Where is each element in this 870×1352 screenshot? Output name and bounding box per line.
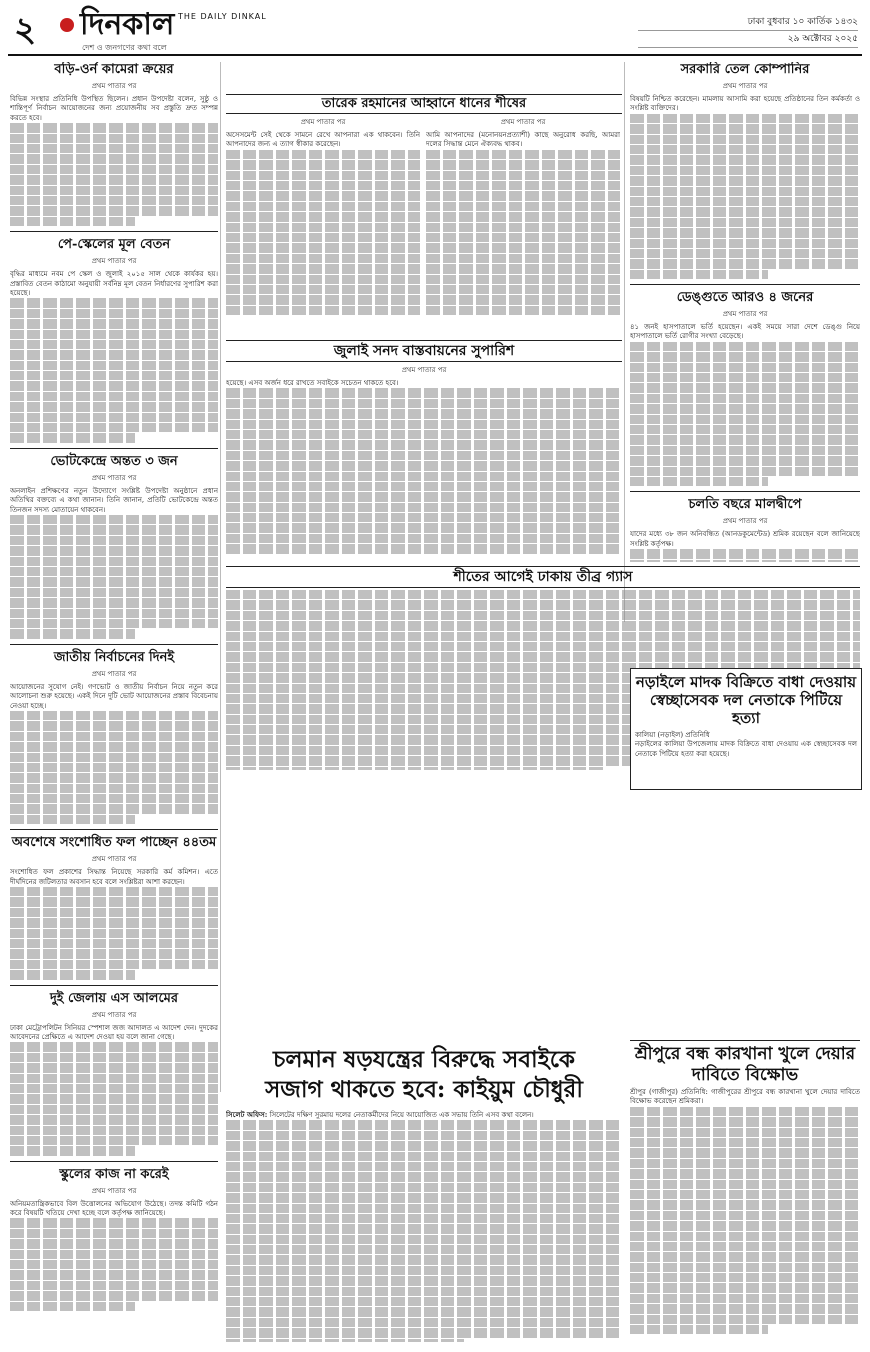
article-headline: অবশেষে সংশোধিত ফল পাচ্ছেন ৪৪তম [11, 835, 217, 851]
text-line [10, 1053, 218, 1062]
text-line [630, 404, 860, 413]
text-line [226, 1245, 622, 1254]
text-line [226, 388, 622, 397]
text-line [226, 1339, 464, 1342]
text-line [226, 642, 860, 651]
text-line [10, 742, 218, 751]
article-text: অনিয়মতান্ত্রিকভাবে বিল উত্তোলনের অভিযোগ উঠেছে। তদন্ত কমিটি গঠন করে বিষয়টি খতিয়ে দেখা হচ্ছে বলে কর্তৃপক্ষ জানিয়েছে। [10, 1199, 218, 1218]
article-headline: চলতি বছরে মালদ্বীপে [688, 497, 802, 513]
text-line [10, 598, 218, 607]
kayum-text: সিলেটের দক্ষিণ সুরমায় দলের নেতাকর্মীদের নিয়ে আয়োজিত এক সভায় তিনি এসব কথা বলেন। [269, 1111, 534, 1119]
text-line [226, 285, 420, 294]
byline: প্রথম পাতার পর [300, 118, 346, 126]
logo-mark-icon [60, 18, 74, 32]
text-line [10, 588, 218, 597]
text-line [10, 1270, 218, 1279]
text-line [226, 306, 420, 315]
text-line [226, 295, 420, 304]
article-headline: জাতীয় নির্বাচনের দিনই [53, 649, 175, 665]
text-line [10, 939, 218, 948]
byline: প্রথম পাতার পর [91, 1186, 137, 1195]
text-line [630, 1315, 860, 1324]
text-line [630, 1211, 860, 1220]
text-line [10, 804, 218, 813]
column-tarek-2 [426, 116, 620, 316]
text-line [10, 711, 218, 720]
text-line [10, 134, 218, 143]
text-line [10, 619, 218, 628]
text-line [226, 1162, 622, 1171]
text-line [10, 918, 218, 927]
byline: প্রথম পাতার পর [91, 473, 137, 482]
article-headline: সরকারি তেল কোম্পানির [680, 62, 810, 77]
text-line [630, 124, 860, 133]
byline: প্রথম পাতার পর [401, 366, 447, 374]
text-line [226, 621, 860, 630]
text-line [10, 1126, 218, 1135]
text-line [226, 1131, 622, 1140]
article-rule [630, 491, 860, 492]
article-rule [10, 231, 218, 232]
text-line [10, 609, 218, 618]
text-line [10, 1094, 218, 1103]
text-line [10, 1074, 218, 1083]
text-line [426, 285, 620, 294]
text-line [10, 721, 218, 730]
text-line [226, 1141, 622, 1150]
text-line [630, 1128, 860, 1137]
text-line [426, 295, 620, 304]
text-line [226, 503, 622, 512]
text-line [10, 1084, 218, 1093]
kayum-headline-line2: সজাগ থাকতে হবে: কাইয়ুম চৌধুরী [265, 1076, 583, 1103]
sreepur-text: শ্রীপুর (গাজীপুর) প্রতিনিধি: গাজীপুরের শ্রীপুরে বন্ধ কারখানা খুলে দেয়ার দাবিতে বিক্ষোভ করেছেন শ্রমিকরা। [630, 1088, 860, 1106]
kayum-story [226, 1110, 622, 1342]
text-line [10, 960, 218, 969]
text-line [630, 1169, 860, 1178]
article-text: বিষয়টি নিশ্চিত করেছেন। মামলায় আসামি করা হয়েছে প্রতিষ্ঠানের তিন কর্মকর্তা ও সংশ্লিষ্ট ব্যক্তিদের। [630, 95, 860, 113]
text-line [630, 1221, 860, 1230]
article-rule [10, 448, 218, 449]
text-line [226, 440, 622, 449]
text-line [10, 1146, 135, 1155]
text-line [10, 753, 218, 762]
text-line [426, 181, 620, 190]
date-bangla: ঢাকা বুধবার ১০ কার্তিক ১৪৩২ [638, 14, 858, 31]
text-line [10, 949, 218, 958]
text-line [226, 1287, 622, 1296]
text-line [630, 270, 768, 279]
text-line [10, 433, 135, 442]
text-line [10, 123, 218, 132]
article-headline: দুই জেলায় এস আলমের [49, 990, 179, 1006]
text-line [630, 1294, 860, 1303]
text-line [226, 472, 622, 481]
text-line [226, 275, 420, 284]
text-line [10, 970, 135, 979]
sreepur-story [630, 1040, 860, 1340]
text-line [226, 233, 420, 242]
column-right [630, 62, 860, 562]
text-line [226, 1266, 622, 1275]
article-headline: ভোটকেন্দ্রে অন্তত ৩ জন [50, 453, 178, 469]
byline: প্রথম পাতার পর [91, 855, 137, 864]
text-line [630, 446, 860, 455]
text-line [226, 461, 622, 470]
text-line [630, 155, 860, 164]
text-line [10, 1115, 218, 1124]
text-line [226, 1183, 622, 1192]
text-line [10, 1063, 218, 1072]
article-text: ৪১ জনই হাসপাতালে ভর্তি হয়েছেন। একই সময়ে সারা দেশে ডেঙ্গু নিয়ে হাসপাতালে ভর্তি রোগীর সংখ্যা বেড়েছে। [630, 323, 860, 341]
text-line [226, 1318, 622, 1327]
text-line [10, 402, 218, 411]
text-line [10, 929, 218, 938]
column-tarek-1 [226, 116, 420, 316]
article-rule [10, 985, 218, 986]
narail-headline: নড়াইলে মাদক বিক্রিতে বাধা দেওয়ায় স্বেচ্ছাসেবক দল নেতাকে পিটিয়ে হত্যা [635, 673, 857, 727]
text-line [630, 394, 860, 403]
text-line [226, 1172, 622, 1181]
text-line [630, 467, 860, 476]
text-line [426, 171, 620, 180]
text-line [10, 1229, 218, 1238]
text-line [10, 361, 218, 370]
text-line [226, 191, 420, 200]
article-text: অসেসমেন্ট সেই থেকে সামনে রেখে আপনারা এক থাকবেন। তিনি আপনাদের জন্য এ ত্যাগ স্বীকার করেছেন। [226, 131, 420, 149]
text-line [10, 557, 218, 566]
text-line [226, 482, 622, 491]
text-line [630, 1325, 768, 1334]
text-line [10, 165, 218, 174]
text-line [630, 1273, 860, 1282]
text-line [10, 763, 218, 772]
text-line [630, 1107, 860, 1116]
article-headline: পে-স্কেলের মূল বেতন [57, 237, 171, 253]
text-line [10, 629, 135, 638]
text-line [226, 1204, 622, 1213]
article-rule [630, 284, 860, 285]
text-line [10, 1105, 218, 1114]
text-line [10, 887, 218, 896]
text-line [630, 1190, 860, 1199]
text-line [226, 1193, 622, 1202]
text-line [10, 567, 218, 576]
text-line [630, 114, 860, 123]
text-line [630, 166, 860, 175]
text-line [10, 546, 218, 555]
text-line [10, 154, 218, 163]
text-line [226, 150, 420, 159]
text-line [630, 1148, 860, 1157]
text-line [10, 309, 218, 318]
text-line [630, 560, 860, 562]
text-line [426, 264, 620, 273]
text-line [226, 181, 420, 190]
text-line [630, 415, 860, 424]
text-line [226, 544, 622, 553]
text-line [10, 186, 218, 195]
text-line [630, 145, 860, 154]
text-line [426, 254, 620, 263]
text-line [10, 1136, 218, 1145]
text-line [630, 187, 860, 196]
text-line [10, 319, 218, 328]
text-line [630, 1159, 860, 1168]
text-line [10, 196, 218, 205]
article-text: আয়োজনের সুযোগ নেই। গণভোট ও জাতীয় নির্বাচন নিয়ে নতুন করে আলোচনা শুরু হয়েছে। একই দিনে দুটি ভোট আয়োজনের প্রস্তাব বিবেচনায় নেওয়া হচ্ছে। [10, 682, 218, 710]
text-line [426, 150, 620, 159]
text-line [226, 399, 622, 408]
text-line [226, 492, 622, 501]
text-line [630, 1138, 860, 1147]
text-line [10, 794, 218, 803]
text-line [426, 306, 620, 315]
article-text: বিভিন্ন সংস্থার প্রতিনিধি উপস্থিত ছিলেন। প্রধান উপদেষ্টা বলেন, সুষ্ঠু ও শান্তিপূর্ণ নির্বাচন আয়োজনের জন্য প্রয়োজনীয় সব প্রস্তুতি দ্রুত সম্পন্ন করতে হবে। [10, 95, 218, 122]
text-line [426, 243, 620, 252]
date-english: ২৯ অক্টোবর ২০২৫ [638, 31, 858, 48]
text-line [10, 1260, 218, 1269]
masthead [8, 8, 862, 56]
column-left [10, 62, 218, 1342]
text-line [226, 611, 860, 620]
article-headline: বড়ি-ওর্ন কামেরা ক্রয়ের [54, 62, 174, 77]
text-line [10, 732, 218, 741]
text-line [10, 217, 135, 226]
text-line [226, 430, 622, 439]
text-line [10, 577, 218, 586]
text-line [630, 342, 860, 351]
byline: প্রথম পাতার পর [91, 257, 137, 266]
text-line [226, 1120, 622, 1129]
text-line [630, 228, 860, 237]
text-line [10, 897, 218, 906]
text-line [630, 373, 860, 382]
text-line [630, 477, 768, 486]
article-headline: স্কুলের কাজ না করেই [59, 1166, 169, 1182]
text-line [226, 523, 622, 532]
headline-july: জুলাই সনদ বাস্তবায়নের সুপারিশ [226, 340, 622, 362]
text-line [630, 207, 860, 216]
text-line [630, 249, 860, 258]
text-line [226, 420, 622, 429]
text-line [630, 1242, 860, 1251]
text-line [10, 175, 218, 184]
article-headline: ডেঙ্গুতে আরও ৪ জনের [676, 290, 814, 306]
text-line [10, 515, 218, 524]
text-line [226, 171, 420, 180]
text-line [10, 330, 218, 339]
text-line [226, 202, 420, 211]
tagline: দেশ ও জনগণের কথা বলে [82, 43, 167, 52]
byline: প্রথম পাতার পর [722, 310, 768, 319]
text-line [226, 212, 420, 221]
text-line [10, 413, 218, 422]
text-line [10, 773, 218, 782]
text-line [630, 352, 860, 361]
text-line [630, 259, 860, 268]
text-line [226, 1297, 622, 1306]
text-line [630, 197, 860, 206]
article-text: অনলাইন প্রশিক্ষণের নতুন উদ্যোগে সংশ্লিষ্ট উপদেষ্টা অনুষ্ঠানে প্রধান অতিথির বক্তব্যে এ কথা জানান। তিনি জানান, প্রতিটি ভোটকেন্দ্রে অন্তত তিনজন সদস্য মোতায়েন থাকবেন। [10, 486, 218, 514]
text-line [10, 908, 218, 917]
text-line [226, 409, 622, 418]
text-line [10, 371, 218, 380]
kayum-dateline: সিলেট অফিস: [226, 1110, 268, 1119]
kayum-headline [226, 1045, 622, 1105]
text-line [226, 1235, 622, 1244]
text-line [630, 1117, 860, 1126]
article-text: ঢাকা মেট্রোপলিটন সিনিয়র স্পেশাল জজ আদালত এ আদেশ দেন। দুদকের আবেদনের প্রেক্ষিতে এ আদেশ দেওয়া হয় বলে জানা গেছে। [10, 1023, 218, 1041]
text-line [10, 1042, 218, 1051]
text-line [630, 435, 860, 444]
text-line [426, 212, 620, 221]
text-line [226, 600, 860, 609]
text-line [10, 423, 218, 432]
text-line [630, 1180, 860, 1189]
text-line [226, 451, 622, 460]
column-divider [624, 62, 625, 622]
kayum-headline-line1: চলমান ষড়যন্ত্রের বিরুদ্ধে সবাইকে [272, 1046, 576, 1073]
page-number: ২ [14, 10, 37, 50]
text-line [630, 1304, 860, 1313]
text-line [226, 160, 420, 169]
narail-story-box [630, 668, 862, 790]
text-line [426, 202, 620, 211]
text-line [226, 254, 420, 263]
byline: প্রথম পাতার পর [722, 82, 768, 90]
text-line [630, 1232, 860, 1241]
text-line [226, 264, 420, 273]
text-line [10, 340, 218, 349]
byline: প্রথম পাতার পর [91, 669, 137, 678]
text-line [10, 144, 218, 153]
text-line [226, 652, 860, 661]
text-line [10, 1250, 218, 1259]
text-line [226, 534, 622, 543]
article-text: হয়েছে। এসব অর্জন ধরে রাখতে সবাইকে সচেতন থাকতে হবে। [226, 379, 399, 387]
text-line [630, 1200, 860, 1209]
byline: প্রথম পাতার পর [500, 118, 546, 126]
text-line [226, 1224, 622, 1233]
headline-gas: শীতের আগেই ঢাকায় তীব্র গ্যাস [226, 566, 860, 588]
text-line [10, 392, 218, 401]
newspaper-logo-en: THE DAILY DINKAL [178, 12, 267, 21]
text-line [226, 767, 606, 770]
text-line [10, 1302, 135, 1311]
newspaper-logo: দিনকাল [80, 7, 175, 42]
text-line [10, 350, 218, 359]
text-line [630, 135, 860, 144]
text-line [426, 275, 620, 284]
article-text: যাদের মধ্যে ৩৮ জন অনিবন্ধিত (আনডকুমেন্টেড) শ্রমিক রয়েছেন বলে জানিয়েছে সংশ্লিষ্ট কর্তৃপক্ষ। [630, 530, 860, 548]
text-line [226, 1255, 622, 1264]
byline: প্রথম পাতার পর [91, 82, 137, 90]
text-line [10, 1281, 218, 1290]
text-line [426, 233, 620, 242]
article-rule [10, 829, 218, 830]
byline: প্রথম পাতার পর [91, 1010, 137, 1019]
article-text: আমি আপনাদের (মনোনয়নপ্রত্যাশী) কাছে অনুরোধ করছি, আমরা দলের সিদ্ধান্ত মেনে ঐক্যবদ্ধ থাকব। [426, 131, 620, 149]
text-line [630, 1252, 860, 1261]
text-line [10, 1218, 218, 1227]
text-line [226, 632, 860, 641]
date-box [638, 14, 858, 48]
text-line [426, 191, 620, 200]
text-line [630, 456, 860, 465]
text-line [226, 1152, 622, 1161]
article-rule [10, 1161, 218, 1162]
text-line [10, 206, 218, 215]
text-line [630, 218, 860, 227]
text-line [226, 1328, 622, 1337]
text-line [630, 176, 860, 185]
article-rule [10, 644, 218, 645]
text-line [630, 1263, 860, 1272]
text-line [10, 784, 218, 793]
article-text: বৃদ্ধির মাধ্যমে নবম পে স্কেল ও জুলাই ২০১৫ সাল থেকে কার্যকর হয়। প্রস্তাবিত বেতন কাঠামো অনুযায়ী সর্বনিম্ন মূল বেতন নির্ধারণের সুপারিশ করা হয়েছে। [10, 270, 218, 297]
headline-tarek: তারেক রহমানের আহ্বানে ধানের শীষের [226, 94, 622, 114]
text-line [226, 1276, 622, 1285]
text-line [630, 363, 860, 372]
text-line [226, 513, 622, 522]
text-line [10, 1291, 218, 1300]
article-text: সংশোধিত ফল প্রকাশের সিদ্ধান্ত নিয়েছে সরকারি কর্ম কমিশন। এতে দীর্ঘদিনের জটিলতার অবসান হবে বলে সংশ্লিষ্টরা আশা করছেন। [10, 868, 218, 886]
text-line [10, 1239, 218, 1248]
narail-text: নড়াইলের কালিয়া উপজেলায় মাদক বিক্রিতে বাধা দেওয়ায় এক স্বেচ্ছাসেবক দল নেতাকে পিটিয়ে হত্যা করা হয়েছে। [635, 740, 857, 758]
column-july [226, 364, 622, 554]
text-line [630, 425, 860, 434]
sreepur-headline: শ্রীপুরে বন্ধ কারখানা খুলে দেয়ার দাবিতে বিক্ষোভ [630, 1040, 860, 1086]
narail-dateline: কালিয়া (নড়াইল) প্রতিনিধি [635, 731, 710, 739]
text-line [630, 239, 860, 248]
text-line [10, 815, 135, 824]
text-line [630, 1283, 860, 1292]
text-line [426, 160, 620, 169]
text-line [10, 298, 218, 307]
text-line [226, 223, 420, 232]
text-line [630, 383, 860, 392]
text-line [226, 1307, 622, 1316]
text-line [226, 590, 860, 599]
text-line [426, 223, 620, 232]
text-line [10, 381, 218, 390]
byline: প্রথম পাতার পর [722, 517, 768, 526]
text-line [226, 243, 420, 252]
text-line [10, 525, 218, 534]
text-line [630, 549, 860, 558]
column-divider [220, 62, 221, 1092]
text-line [10, 536, 218, 545]
text-line [226, 1214, 622, 1223]
